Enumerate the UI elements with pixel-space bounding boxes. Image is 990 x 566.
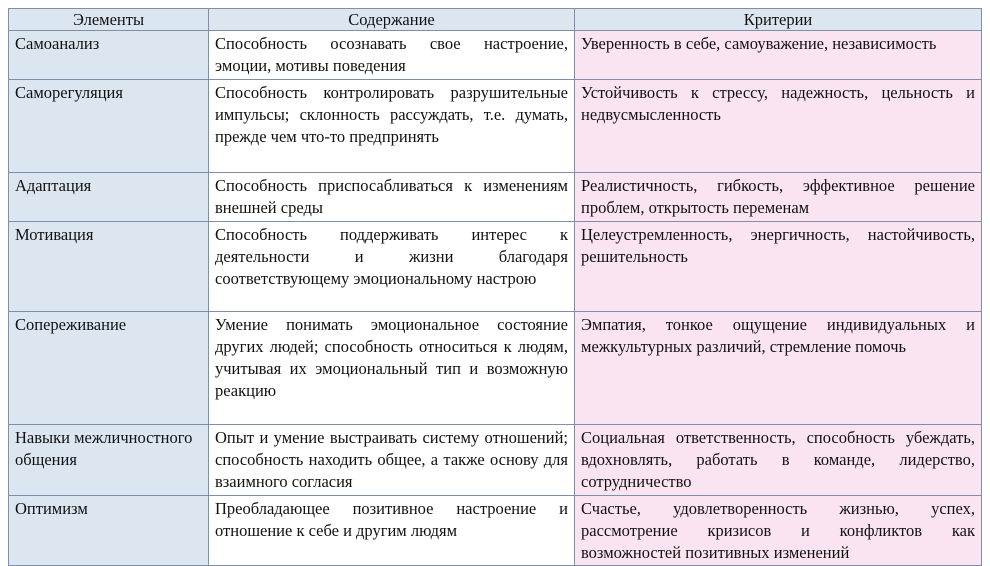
table-row [9,425,982,496]
header-content: Содержание [209,9,575,31]
table-row [9,312,982,425]
row-element: Самоанализ [9,31,209,80]
header-criteria: Критерии [575,9,982,31]
table-row [9,496,982,566]
row-element: Сопереживание [9,312,209,425]
emotional-intelligence-table [8,8,982,566]
row-criteria: Устойчивость к стрессу, надежность, цельность и недвусмысленность [575,80,982,173]
row-element: Мотивация [9,222,209,312]
table-row [9,31,982,80]
header-elements: Элементы [9,9,209,31]
row-criteria: Эмпатия, тонкое ощущение индивидуальных и межкультурных различий, стремление помочь [575,312,982,425]
row-element: Оптимизм [9,496,209,566]
row-content: Умение понимать эмоциональное состояние других людей; способность относиться к людям, учитывая их эмоциональный тип и возможную реакцию [209,312,575,425]
row-content: Опыт и умение выстраивать систему отношений; способность находить общее, а также основу для взаимного согласия [209,425,575,496]
row-content: Способность осознавать свое настроение, эмоции, мотивы поведения [209,31,575,80]
row-element: Саморегуляция [9,80,209,173]
table-row [9,80,982,173]
row-content: Способность поддерживать интерес к деятельности и жизни благодаря соответствующему эмоциональному настрою [209,222,575,312]
row-criteria: Счастье, удовлетворенность жизнью, успех, рассмотрение кризисов и конфликтов как возможностей позитивных изменений [575,496,982,566]
row-content: Способность приспосабливаться к изменениям внешней среды [209,173,575,222]
row-criteria: Целеустремленность, энергичность, настойчивость, решительность [575,222,982,312]
table-row [9,173,982,222]
table-row [9,222,982,312]
row-criteria: Реалистичность, гибкость, эффективное решение проблем, открытость переменам [575,173,982,222]
row-content: Преобладающее позитивное настроение и отношение к себе и другим людям [209,496,575,566]
row-element: Адаптация [9,173,209,222]
row-element: Навыки межличностного общения [9,425,209,496]
row-criteria: Уверенность в себе, самоуважение, независимость [575,31,982,80]
row-criteria: Социальная ответственность, способность убеждать, вдохновлять, работать в команде, лидерство, сотрудничество [575,425,982,496]
header-row [9,9,982,31]
row-content: Способность контролировать разрушительные импульсы; склонность рассуждать, т.е. думать, прежде чем что-то предпринять [209,80,575,173]
